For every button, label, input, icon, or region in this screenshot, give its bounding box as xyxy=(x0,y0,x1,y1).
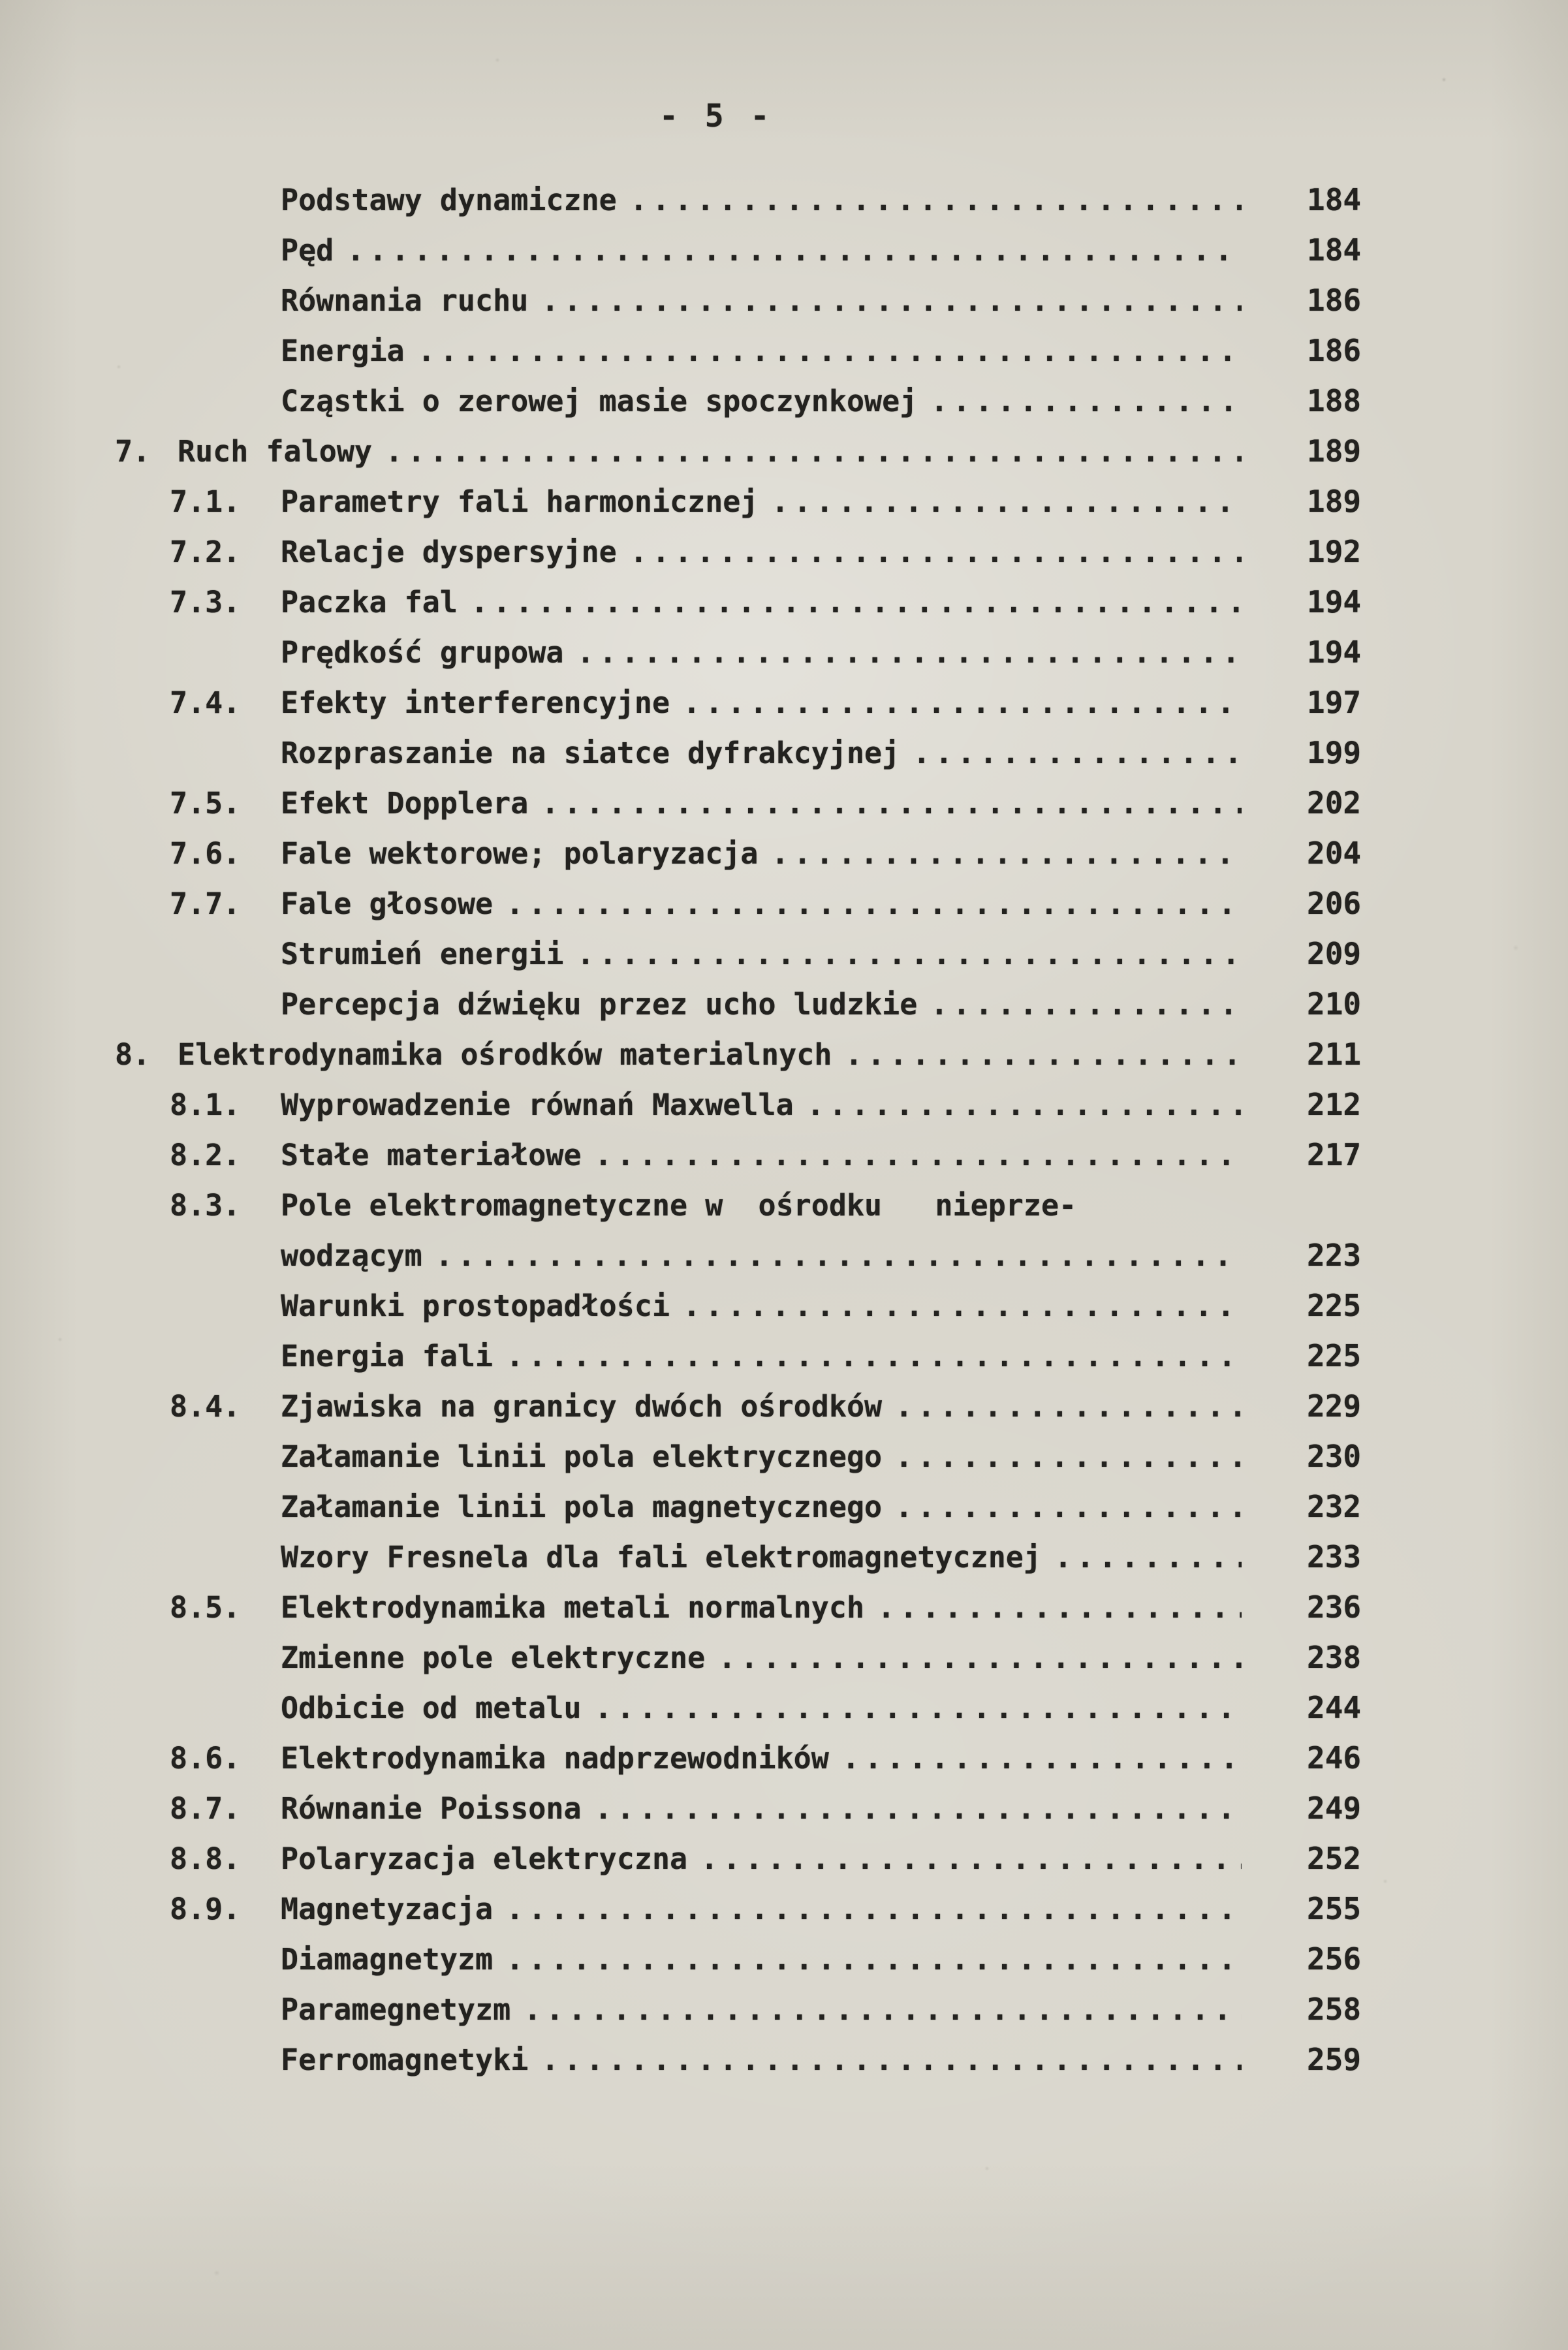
entry-page: 230 xyxy=(1307,1439,1362,1474)
entry-page: 194 xyxy=(1307,584,1362,619)
leader-dots xyxy=(700,1834,1242,1884)
entry-page: 244 xyxy=(1307,1690,1362,1725)
entry-title: Energia xyxy=(281,334,405,368)
leader-dots xyxy=(630,175,1242,225)
entry-page: 233 xyxy=(1307,1539,1362,1574)
entry-page: 258 xyxy=(1307,1992,1362,2027)
entry-number: 7.2. xyxy=(170,535,241,569)
leader-dots xyxy=(807,1080,1242,1130)
entry-title: Fale wektorowe; polaryzacja xyxy=(281,836,759,871)
toc-entry xyxy=(0,1633,1568,1683)
entry-number: 8.5. xyxy=(170,1590,241,1625)
toc-entry xyxy=(0,175,1568,225)
entry-page: 223 xyxy=(1307,1238,1362,1273)
leader-dots xyxy=(930,979,1242,1029)
entry-title: Elektrodynamika nadprzewodników xyxy=(281,1741,829,1776)
entry-page: 194 xyxy=(1307,634,1362,670)
entry-page: 204 xyxy=(1307,836,1362,871)
leader-dots xyxy=(506,879,1242,929)
leader-dots xyxy=(895,1482,1242,1532)
entry-page: 197 xyxy=(1307,685,1362,720)
entry-page: 232 xyxy=(1307,1489,1362,1524)
entry-number: 8.8. xyxy=(170,1841,241,1876)
entry-page: 202 xyxy=(1307,785,1362,821)
entry-title: Cząstki o zerowej masie spoczynkowej xyxy=(281,384,918,418)
entry-title: Fale głosowe xyxy=(281,886,494,921)
entry-title: Równanie Poissona xyxy=(281,1791,582,1826)
entry-title: Załamanie linii pola elektrycznego xyxy=(281,1439,883,1474)
entry-page: 249 xyxy=(1307,1791,1362,1826)
entry-title: Strumień energii xyxy=(281,937,564,971)
entry-title: Prędkość grupowa xyxy=(281,635,564,670)
entry-title: wodzącym xyxy=(281,1238,422,1273)
entry-title: Wzory Fresnela dla fali elektromagnetycznej xyxy=(281,1540,1041,1574)
entry-page: 188 xyxy=(1307,383,1362,418)
toc-entry xyxy=(0,1934,1568,1984)
toc-entry xyxy=(0,225,1568,275)
entry-page: 252 xyxy=(1307,1841,1362,1876)
entry-title: Magnetyzacja xyxy=(281,1892,494,1926)
toc-entry xyxy=(0,1783,1568,1834)
entry-number: 8.2. xyxy=(170,1138,241,1172)
leader-dots xyxy=(845,1029,1242,1080)
leader-dots xyxy=(718,1633,1242,1683)
entry-number: 7.5. xyxy=(170,786,241,821)
entry-title: Efekt Dopplera xyxy=(281,786,529,821)
entry-page: 199 xyxy=(1307,735,1362,770)
entry-title: Relacje dyspersyjne xyxy=(281,535,617,569)
leader-dots xyxy=(506,1884,1242,1934)
leader-dots xyxy=(842,1733,1242,1783)
page-number-header: - 5 - xyxy=(659,98,774,134)
entry-page: 212 xyxy=(1307,1087,1362,1122)
leader-dots xyxy=(913,728,1242,778)
leader-dots xyxy=(772,828,1242,879)
leader-dots xyxy=(595,1130,1242,1180)
entry-title: Wyprowadzenie równań Maxwella xyxy=(281,1088,794,1122)
entry-title: Parametry fali harmonicznej xyxy=(281,484,759,519)
entry-page: 246 xyxy=(1307,1740,1362,1776)
toc-entry xyxy=(0,1984,1568,2035)
toc-entry xyxy=(0,1683,1568,1733)
entry-title: Pole elektromagnetyczne w ośrodku nieprze- xyxy=(281,1188,1077,1223)
toc-list xyxy=(0,175,1568,2085)
entry-page: 186 xyxy=(1307,283,1362,318)
entry-page: 225 xyxy=(1307,1288,1362,1323)
entry-page: 209 xyxy=(1307,936,1362,971)
leader-dots xyxy=(895,1381,1242,1432)
entry-page: 217 xyxy=(1307,1137,1362,1172)
entry-title: Efekty interferencyjne xyxy=(281,685,670,720)
entry-page: 210 xyxy=(1307,986,1362,1022)
toc-entry xyxy=(0,1029,1568,1080)
toc-entry xyxy=(0,426,1568,477)
toc-entry xyxy=(0,577,1568,627)
entry-title: Podstawy dynamiczne xyxy=(281,183,617,217)
entry-page: 256 xyxy=(1307,1941,1362,1977)
leader-dots xyxy=(895,1432,1242,1482)
toc-entry xyxy=(0,979,1568,1029)
entry-number: 8.7. xyxy=(170,1791,241,1826)
entry-title: Diamagnetyzm xyxy=(281,1942,494,1977)
entry-number: 7.3. xyxy=(170,585,241,619)
entry-title: Elektrodynamika ośrodków materialnych xyxy=(178,1037,832,1072)
entry-number: 7.6. xyxy=(170,836,241,871)
entry-number: 7.7. xyxy=(170,886,241,921)
entry-title: Paczka fal xyxy=(281,585,458,619)
entry-title: Rozpraszanie na siatce dyfrakcyjnej xyxy=(281,736,900,770)
leader-dots xyxy=(930,376,1242,426)
toc-entry xyxy=(0,1230,1568,1281)
leader-dots xyxy=(347,225,1242,275)
toc-entry xyxy=(0,2035,1568,2085)
entry-page: 189 xyxy=(1307,484,1362,519)
toc-entry xyxy=(0,1733,1568,1783)
entry-title: Ruch falowy xyxy=(178,434,373,469)
leader-dots xyxy=(541,778,1242,828)
entry-title: Pęd xyxy=(281,233,334,268)
leader-dots xyxy=(630,527,1242,577)
entry-number: 8.6. xyxy=(170,1741,241,1776)
entry-title: Paramegnetyzm xyxy=(281,1992,511,2027)
entry-title: Stałe materiałowe xyxy=(281,1138,582,1172)
entry-page: 236 xyxy=(1307,1590,1362,1625)
toc-entry xyxy=(0,1180,1568,1230)
entry-page: 184 xyxy=(1307,182,1362,217)
entry-number: 7.1. xyxy=(170,484,241,519)
leader-dots xyxy=(524,1984,1242,2035)
toc-entry xyxy=(0,929,1568,979)
leader-dots xyxy=(541,2035,1242,2085)
entry-page: 184 xyxy=(1307,232,1362,268)
entry-number: 8.4. xyxy=(170,1389,241,1424)
toc-entry xyxy=(0,1331,1568,1381)
toc-entry xyxy=(0,778,1568,828)
entry-title: Zjawiska na granicy dwóch ośrodków xyxy=(281,1389,883,1424)
toc-entry xyxy=(0,1884,1568,1934)
leader-dots xyxy=(595,1683,1242,1733)
entry-number: 7.4. xyxy=(170,685,241,720)
entry-title: Energia fali xyxy=(281,1339,494,1373)
leader-dots xyxy=(683,678,1242,728)
toc-entry xyxy=(0,1130,1568,1180)
entry-title: Zmienne pole elektryczne xyxy=(281,1640,706,1675)
leader-dots xyxy=(576,627,1242,678)
entry-title: Równania ruchu xyxy=(281,283,529,318)
toc-entry xyxy=(0,275,1568,326)
entry-number: 7. xyxy=(115,434,151,469)
entry-title: Załamanie linii pola magnetycznego xyxy=(281,1490,883,1524)
entry-page: 192 xyxy=(1307,534,1362,569)
entry-number: 8.3. xyxy=(170,1188,241,1223)
leader-dots xyxy=(1054,1532,1242,1582)
toc-entry xyxy=(0,376,1568,426)
leader-dots xyxy=(506,1934,1242,1984)
toc-entry xyxy=(0,1532,1568,1582)
leader-dots xyxy=(418,326,1242,376)
entry-page: 211 xyxy=(1307,1037,1362,1072)
leader-dots xyxy=(506,1331,1242,1381)
leader-dots xyxy=(541,275,1242,326)
toc-entry xyxy=(0,527,1568,577)
toc-entry xyxy=(0,1834,1568,1884)
leader-dots xyxy=(385,426,1242,477)
entry-title: Polaryzacja elektryczna xyxy=(281,1841,688,1876)
toc-entry xyxy=(0,728,1568,778)
entry-page: 189 xyxy=(1307,433,1362,469)
entry-page: 225 xyxy=(1307,1338,1362,1373)
toc-entry xyxy=(0,1582,1568,1633)
leader-dots xyxy=(595,1783,1242,1834)
toc-entry xyxy=(0,326,1568,376)
toc-entry xyxy=(0,1432,1568,1482)
toc-entry xyxy=(0,678,1568,728)
leader-dots xyxy=(471,577,1242,627)
entry-number: 8. xyxy=(115,1037,151,1072)
leader-dots xyxy=(772,477,1242,527)
leader-dots xyxy=(683,1281,1242,1331)
toc-entry xyxy=(0,1080,1568,1130)
toc-entry xyxy=(0,879,1568,929)
paper-specks xyxy=(0,0,3,3)
entry-title: Ferromagnetyki xyxy=(281,2043,529,2077)
entry-page: 238 xyxy=(1307,1640,1362,1675)
entry-number: 8.9. xyxy=(170,1892,241,1926)
toc-entry xyxy=(0,477,1568,527)
entry-title: Percepcja dźwięku przez ucho ludzkie xyxy=(281,987,918,1022)
entry-page: 229 xyxy=(1307,1388,1362,1424)
entry-page: 259 xyxy=(1307,2042,1362,2077)
entry-title: Elektrodynamika metali normalnych xyxy=(281,1590,865,1625)
leader-dots xyxy=(576,929,1242,979)
leader-dots xyxy=(877,1582,1242,1633)
entry-title: Warunki prostopadłości xyxy=(281,1289,670,1323)
toc-entry xyxy=(0,828,1568,879)
entry-page: 255 xyxy=(1307,1891,1362,1926)
entry-number: 8.1. xyxy=(170,1088,241,1122)
toc-entry xyxy=(0,627,1568,678)
toc-entry xyxy=(0,1381,1568,1432)
entry-page: 186 xyxy=(1307,333,1362,368)
leader-dots xyxy=(435,1230,1242,1281)
entry-page: 206 xyxy=(1307,886,1362,921)
entry-title: Odbicie od metalu xyxy=(281,1691,582,1725)
toc-entry xyxy=(0,1281,1568,1331)
toc-entry xyxy=(0,1482,1568,1532)
